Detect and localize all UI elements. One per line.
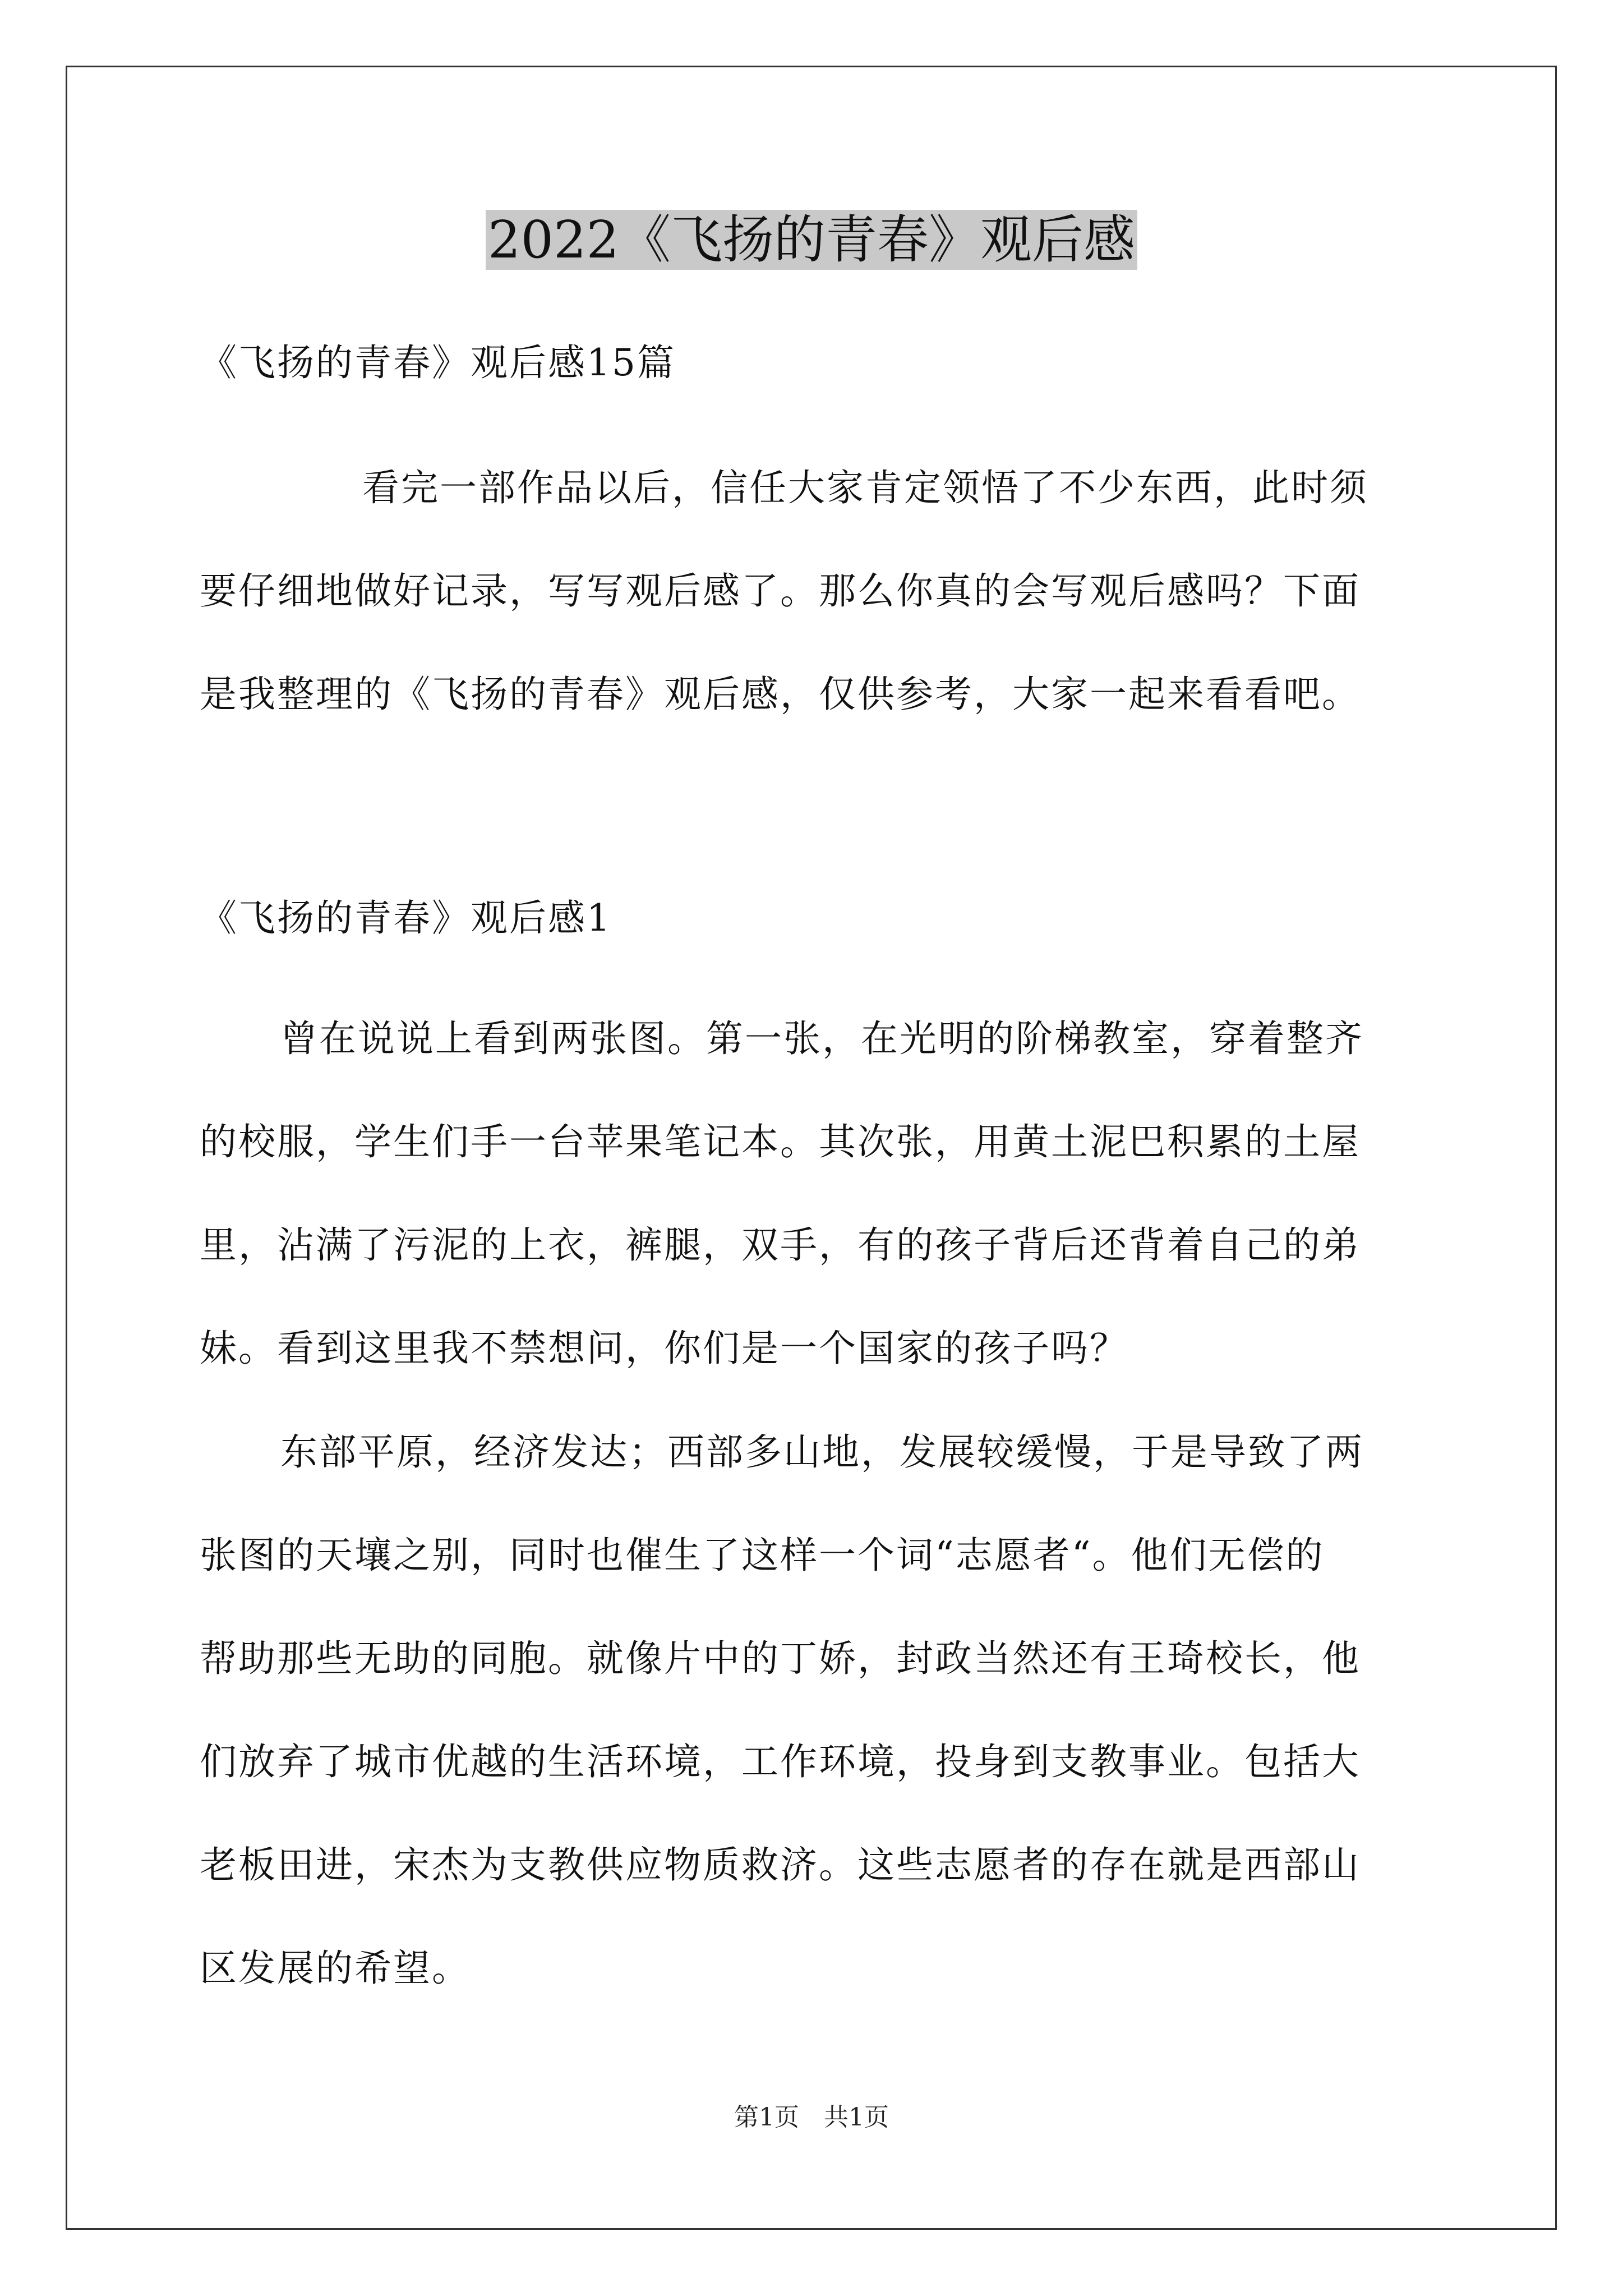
page-footer: 第1页 共1页 — [734, 2103, 889, 2132]
paragraph-1 — [200, 987, 1433, 1400]
paragraph-line: 里，沾满了污泥的上衣，裤腿，双手，有的孩子背后还背着自己的弟 — [200, 1223, 1361, 1267]
section-heading: 《飞扬的青春》观后感1 — [200, 896, 612, 940]
paragraph-line: 东部平原，经济发达；西部多山地，发展较缓慢，于是导致了两 — [280, 1430, 1364, 1474]
paragraph-line: 张图的天壤之别，同时也催生了这样一个词“志愿者“。他们无偿的 — [200, 1534, 1325, 1577]
paragraph-line: 老板田进，宋杰为支教供应物质救济。这些志愿者的存在就是西部山 — [200, 1843, 1361, 1887]
subtitle-block — [200, 311, 1433, 415]
intro-paragraph — [200, 436, 1433, 746]
intro-line: 是我整理的《飞扬的青春》观后感，仅供参考，大家一起来看看吧。 — [200, 673, 1361, 716]
paragraph-line: 们放弃了城市优越的生活环境，工作环境，投身到支教事业。包括大 — [200, 1740, 1361, 1783]
document-title — [0, 206, 1623, 274]
paragraph-line: 帮助那些无助的同胞。就像片中的丁娇，封政当然还有王琦校长，他 — [200, 1637, 1361, 1680]
intro-line: 要仔细地做好记录，写写观后感了。那么你真的会写观后感吗？下面 — [200, 569, 1361, 613]
paragraph-line: 的校服，学生们手一台苹果笔记本。其次张，用黄土泥巴积累的土屋 — [200, 1120, 1361, 1163]
document-title-text: 2022《飞扬的青春》观后感 — [486, 210, 1137, 270]
intro-line: 看完一部作品以后，信任大家肯定领悟了不少东西，此时须 — [362, 466, 1368, 509]
paragraph-line: 妹。看到这里我不禁想问，你们是一个国家的孩子吗？ — [200, 1327, 1128, 1370]
paragraph-line: 区发展的希望。 — [200, 1947, 471, 1990]
document-subtitle: 《飞扬的青春》观后感15篇 — [200, 341, 676, 384]
paragraph-line: 曾在说说上看到两张图。第一张，在光明的阶梯教室，穿着整齐 — [280, 1017, 1364, 1060]
paragraph-2 — [200, 1401, 1433, 2020]
section-heading-block — [200, 867, 1433, 970]
